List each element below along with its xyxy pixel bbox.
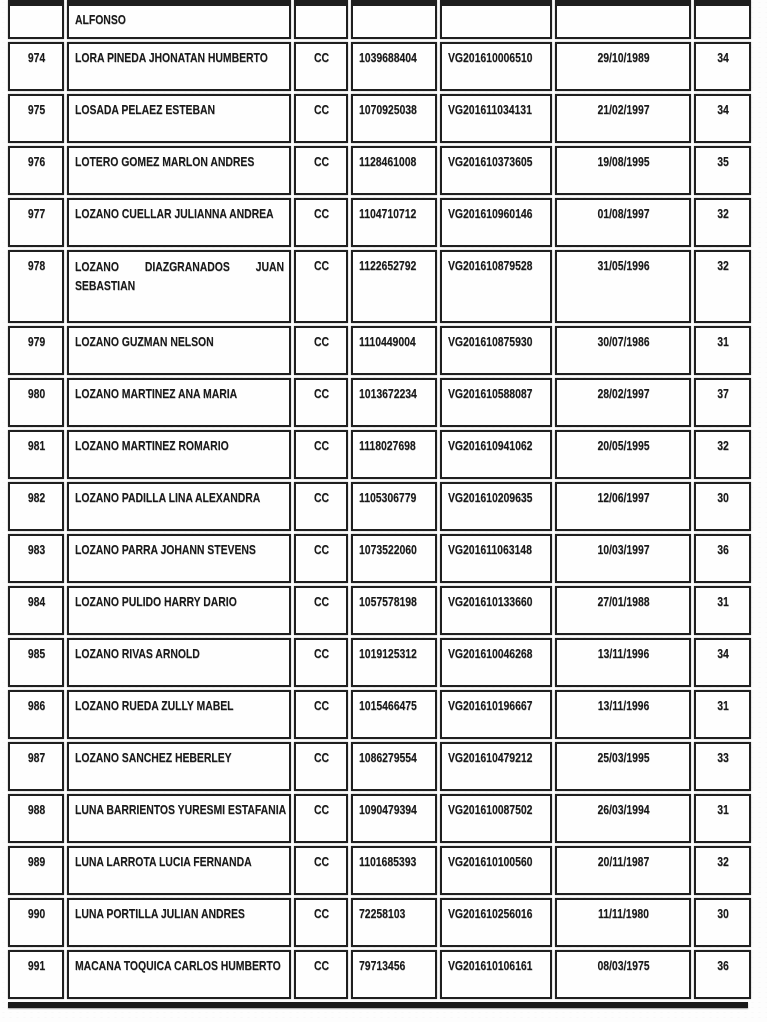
id-number-cell [351, 94, 437, 143]
doc-type: CC [313, 594, 330, 609]
value-cell [694, 94, 751, 143]
registration-code: VG201610046268 [448, 646, 533, 661]
registration-code-cell [440, 146, 552, 195]
value: 31 [717, 698, 729, 713]
value: 30 [717, 490, 729, 505]
id-number-cell [351, 430, 437, 479]
value-cell [694, 690, 751, 739]
registration-code: VG201610209635 [448, 490, 533, 505]
name-cell [67, 146, 291, 195]
row-number-cell [8, 326, 64, 375]
doc-type-cell [294, 794, 348, 843]
registration-code: VG201610879528 [448, 258, 533, 273]
name-cell [67, 198, 291, 247]
value: 30 [717, 906, 729, 921]
name-cell [67, 898, 291, 947]
date-cell [555, 378, 691, 427]
registration-code-cell [440, 326, 552, 375]
registration-code: VG201610100560 [448, 854, 533, 869]
value-cell [694, 198, 751, 247]
registration-code-cell [440, 742, 552, 791]
registration-code: VG201610588087 [448, 386, 533, 401]
registration-code: VG201610256016 [448, 906, 533, 921]
registration-code: VG201610941062 [448, 438, 533, 453]
date-cell [555, 42, 691, 91]
row-number: 990 [27, 906, 46, 921]
id-number-cell [351, 742, 437, 791]
date: 19/08/1995 [597, 154, 650, 169]
value: 34 [717, 102, 729, 117]
registration-code: VG201610087502 [448, 802, 533, 817]
doc-type: CC [313, 258, 330, 273]
full-name: LOZANO RIVAS ARNOLD [75, 646, 200, 661]
doc-type: CC [313, 438, 330, 453]
value: 31 [717, 594, 729, 609]
registration-code-cell [440, 0, 552, 39]
row-number: 988 [27, 802, 46, 817]
row-number: 982 [27, 490, 46, 505]
id-number-cell [351, 846, 437, 895]
full-name: LOTERO GOMEZ MARLON ANDRES [75, 154, 255, 169]
registration-code: VG201610006510 [448, 50, 533, 65]
id-number: 1105306779 [359, 490, 417, 505]
registration-code: VG201610479212 [448, 750, 533, 765]
doc-type-cell [294, 250, 348, 323]
id-number: 1110449004 [359, 334, 416, 349]
row-number: 983 [27, 542, 46, 557]
id-number: 1073522060 [359, 542, 417, 557]
doc-type: CC [313, 206, 330, 221]
date: 31/05/1996 [597, 258, 650, 273]
registration-code-cell [440, 482, 552, 531]
doc-type-cell [294, 0, 348, 39]
name-cell [67, 586, 291, 635]
id-number-cell [351, 42, 437, 91]
doc-type-cell [294, 742, 348, 791]
value: 31 [717, 802, 729, 817]
value: 34 [717, 50, 729, 65]
table-row [8, 898, 753, 947]
name-cell [67, 94, 291, 143]
value: 32 [717, 854, 729, 869]
value-cell [694, 0, 751, 39]
value-cell [694, 326, 751, 375]
value-cell [694, 794, 751, 843]
table-row [8, 586, 753, 635]
value-cell [694, 250, 751, 323]
doc-type-cell [294, 950, 348, 999]
table-row [8, 534, 753, 583]
doc-type: CC [313, 750, 330, 765]
registration-code-cell [440, 950, 552, 999]
doc-type: CC [313, 906, 330, 921]
id-number-cell [351, 950, 437, 999]
registration-code: VG201611063148 [448, 542, 532, 557]
id-number: 1101685393 [359, 854, 417, 869]
row-number-cell [8, 950, 64, 999]
id-number-cell [351, 326, 437, 375]
full-name: LOSADA PELAEZ ESTEBAN [75, 102, 216, 117]
doc-type: CC [313, 490, 330, 505]
date-cell [555, 846, 691, 895]
id-number: 1128461008 [359, 154, 417, 169]
name-cell [67, 950, 291, 999]
name-cell [67, 846, 291, 895]
registration-code-cell [440, 430, 552, 479]
registration-code-cell [440, 42, 552, 91]
table-row [8, 42, 753, 91]
id-number: 1057578198 [359, 594, 417, 609]
row-number-cell [8, 846, 64, 895]
date-cell [555, 638, 691, 687]
table-row [8, 482, 753, 531]
id-number-cell [351, 794, 437, 843]
doc-type: CC [313, 854, 330, 869]
carryover-row [8, 0, 753, 39]
full-name: LOZANO MARTINEZ ROMARIO [75, 438, 229, 453]
table-row [8, 846, 753, 895]
name-cell [67, 690, 291, 739]
registration-code-cell [440, 690, 552, 739]
value: 32 [717, 206, 729, 221]
value: 34 [717, 646, 729, 661]
id-number-cell [351, 198, 437, 247]
id-number-cell [351, 250, 437, 323]
id-number: 1070925038 [359, 102, 417, 117]
date-cell [555, 94, 691, 143]
row-number-cell [8, 430, 64, 479]
registration-code-cell [440, 898, 552, 947]
row-number: 977 [27, 206, 46, 221]
date: 27/01/1988 [597, 594, 650, 609]
date-cell [555, 742, 691, 791]
registration-code: VG201610373605 [448, 154, 533, 169]
full-name: LOZANO PULIDO HARRY DARIO [75, 594, 237, 609]
name-cell [67, 0, 291, 39]
id-number-cell [351, 146, 437, 195]
registration-code-cell [440, 198, 552, 247]
doc-type-cell [294, 146, 348, 195]
value-cell [694, 42, 751, 91]
registration-code: VG201611034131 [448, 102, 532, 117]
date-cell [555, 534, 691, 583]
id-number-cell [351, 586, 437, 635]
row-number-cell [8, 638, 64, 687]
registration-code: VG201610133660 [448, 594, 533, 609]
name-cell [67, 742, 291, 791]
value-cell [694, 638, 751, 687]
row-number: 987 [27, 750, 46, 765]
id-number: 1118027698 [359, 438, 416, 453]
value-cell [694, 430, 751, 479]
date: 25/03/1995 [597, 750, 650, 765]
date: 20/05/1995 [597, 438, 650, 453]
registration-code: VG201610875930 [448, 334, 533, 349]
row-number: 974 [27, 50, 46, 65]
doc-type-cell [294, 326, 348, 375]
table-row [8, 146, 753, 195]
registration-code-cell [440, 378, 552, 427]
full-name: LOZANO DIAZGRANADOS JUAN SEBASTIAN [75, 259, 284, 293]
row-number: 979 [27, 334, 46, 349]
id-number: 1090479394 [359, 802, 417, 817]
date-cell [555, 146, 691, 195]
value-cell [694, 846, 751, 895]
date-cell [555, 586, 691, 635]
value: 32 [717, 438, 729, 453]
name-cell [67, 534, 291, 583]
row-number-cell [8, 250, 64, 323]
full-name: LOZANO MARTINEZ ANA MARIA [75, 386, 238, 401]
table-row [8, 430, 753, 479]
date: 26/03/1994 [597, 802, 650, 817]
id-number: 72258103 [359, 906, 406, 921]
full-name: LOZANO SANCHEZ HEBERLEY [75, 750, 232, 765]
date: 30/07/1986 [597, 334, 650, 349]
registration-code: VG201610106161 [448, 958, 533, 973]
date: 12/06/1997 [597, 490, 650, 505]
id-number: 79713456 [359, 958, 406, 973]
id-number-cell [351, 378, 437, 427]
row-number: 980 [27, 386, 46, 401]
date-cell [555, 326, 691, 375]
id-number-cell [351, 898, 437, 947]
full-name: LOZANO PADILLA LINA ALEXANDRA [75, 490, 261, 505]
date: 01/08/1997 [597, 206, 650, 221]
table-row [8, 378, 753, 427]
date: 13/11/1996 [597, 698, 650, 713]
registration-code-cell [440, 846, 552, 895]
doc-type-cell [294, 42, 348, 91]
table-row [8, 94, 753, 143]
doc-type: CC [313, 698, 330, 713]
value: 33 [717, 750, 729, 765]
date: 13/11/1996 [597, 646, 650, 661]
value-cell [694, 482, 751, 531]
row-number-cell [8, 742, 64, 791]
date: 10/03/1997 [597, 542, 650, 557]
full-name: LORA PINEDA JHONATAN HUMBERTO [75, 50, 268, 65]
date-cell [555, 250, 691, 323]
scanned-table [8, 0, 753, 1008]
doc-type: CC [313, 334, 330, 349]
doc-type: CC [313, 50, 330, 65]
id-number: 1013672234 [359, 386, 417, 401]
name-cell [67, 430, 291, 479]
doc-type: CC [313, 802, 330, 817]
date-cell [555, 898, 691, 947]
id-number: 1104710712 [359, 206, 417, 221]
doc-type: CC [313, 154, 330, 169]
name-cell [67, 638, 291, 687]
row-number-cell [8, 378, 64, 427]
full-name: LUNA PORTILLA JULIAN ANDRES [75, 906, 245, 921]
table-row [8, 250, 753, 323]
value: 35 [717, 154, 729, 169]
full-name: LUNA LARROTA LUCIA FERNANDA [75, 854, 252, 869]
row-number-cell [8, 794, 64, 843]
row-number-cell [8, 94, 64, 143]
row-number-cell [8, 42, 64, 91]
value-cell [694, 742, 751, 791]
date-cell [555, 690, 691, 739]
date: 28/02/1997 [597, 386, 650, 401]
row-number: 985 [27, 646, 46, 661]
doc-type-cell [294, 534, 348, 583]
name-fragment: ALFONSO [75, 12, 126, 27]
doc-type-cell [294, 482, 348, 531]
row-number: 981 [27, 438, 46, 453]
date: 20/11/1987 [597, 854, 650, 869]
value: 36 [717, 542, 729, 557]
row-number: 984 [27, 594, 46, 609]
doc-type-cell [294, 94, 348, 143]
id-number: 1086279554 [359, 750, 417, 765]
date-cell [555, 430, 691, 479]
date-cell [555, 950, 691, 999]
id-number-cell [351, 690, 437, 739]
registration-code-cell [440, 638, 552, 687]
table-row [8, 950, 753, 999]
full-name: LOZANO GUZMAN NELSON [75, 334, 214, 349]
registration-code: VG201610196667 [448, 698, 533, 713]
doc-type-cell [294, 198, 348, 247]
date-cell [555, 794, 691, 843]
table-row [8, 198, 753, 247]
id-number: 1015466475 [359, 698, 417, 713]
doc-type-cell [294, 638, 348, 687]
value-cell [694, 146, 751, 195]
doc-type: CC [313, 958, 330, 973]
registration-code-cell [440, 250, 552, 323]
full-name: MACANA TOQUICA CARLOS HUMBERTO [75, 958, 281, 973]
value-cell [694, 378, 751, 427]
table-bottom-rule [8, 1002, 748, 1008]
full-name: LOZANO CUELLAR JULIANNA ANDREA [75, 206, 274, 221]
date-cell [555, 198, 691, 247]
full-name: LUNA BARRIENTOS YURESMI ESTAFANIA [75, 802, 287, 817]
name-cell [67, 378, 291, 427]
doc-type-cell [294, 846, 348, 895]
row-number-cell [8, 898, 64, 947]
id-number: 1019125312 [359, 646, 417, 661]
id-number: 1039688404 [359, 50, 417, 65]
date-cell [555, 0, 691, 39]
value: 37 [717, 386, 729, 401]
row-number: 986 [27, 698, 46, 713]
value-cell [694, 534, 751, 583]
name-cell [67, 250, 291, 323]
doc-type: CC [313, 386, 330, 401]
value-cell [694, 898, 751, 947]
id-number-cell [351, 0, 437, 39]
registration-code-cell [440, 586, 552, 635]
row-number: 991 [27, 958, 46, 973]
name-cell [67, 794, 291, 843]
value: 32 [717, 258, 729, 273]
row-number-cell [8, 586, 64, 635]
name-cell [67, 326, 291, 375]
doc-type-cell [294, 586, 348, 635]
table-row [8, 690, 753, 739]
doc-type-cell [294, 430, 348, 479]
registration-code-cell [440, 794, 552, 843]
doc-type: CC [313, 542, 330, 557]
row-number: 978 [27, 258, 46, 273]
table-row [8, 742, 753, 791]
row-number: 975 [27, 102, 46, 117]
row-number-cell [8, 0, 64, 39]
row-number: 989 [27, 854, 46, 869]
doc-type: CC [313, 102, 330, 117]
row-number-cell [8, 534, 64, 583]
id-number-cell [351, 482, 437, 531]
name-cell [67, 42, 291, 91]
registration-code-cell [440, 534, 552, 583]
value-cell [694, 950, 751, 999]
date-cell [555, 482, 691, 531]
value: 31 [717, 334, 729, 349]
date: 29/10/1989 [597, 50, 650, 65]
id-number-cell [351, 534, 437, 583]
doc-type: CC [313, 646, 330, 661]
full-name: LOZANO PARRA JOHANN STEVENS [75, 542, 256, 557]
doc-type-cell [294, 378, 348, 427]
table-row [8, 794, 753, 843]
value-cell [694, 586, 751, 635]
date: 11/11/1980 [598, 906, 649, 921]
row-number-cell [8, 690, 64, 739]
id-number: 1122652792 [359, 258, 417, 273]
doc-type-cell [294, 690, 348, 739]
date: 21/02/1997 [597, 102, 650, 117]
registration-code: VG201610960146 [448, 206, 533, 221]
table-rows [8, 42, 753, 999]
row-number-cell [8, 198, 64, 247]
row-number-cell [8, 146, 64, 195]
name-cell [67, 482, 291, 531]
registration-code-cell [440, 94, 552, 143]
row-number-cell [8, 482, 64, 531]
table-row [8, 326, 753, 375]
value: 36 [717, 958, 729, 973]
id-number-cell [351, 638, 437, 687]
row-number: 976 [27, 154, 46, 169]
date: 08/03/1975 [597, 958, 650, 973]
table-row [8, 638, 753, 687]
doc-type-cell [294, 898, 348, 947]
full-name: LOZANO RUEDA ZULLY MABEL [75, 698, 234, 713]
